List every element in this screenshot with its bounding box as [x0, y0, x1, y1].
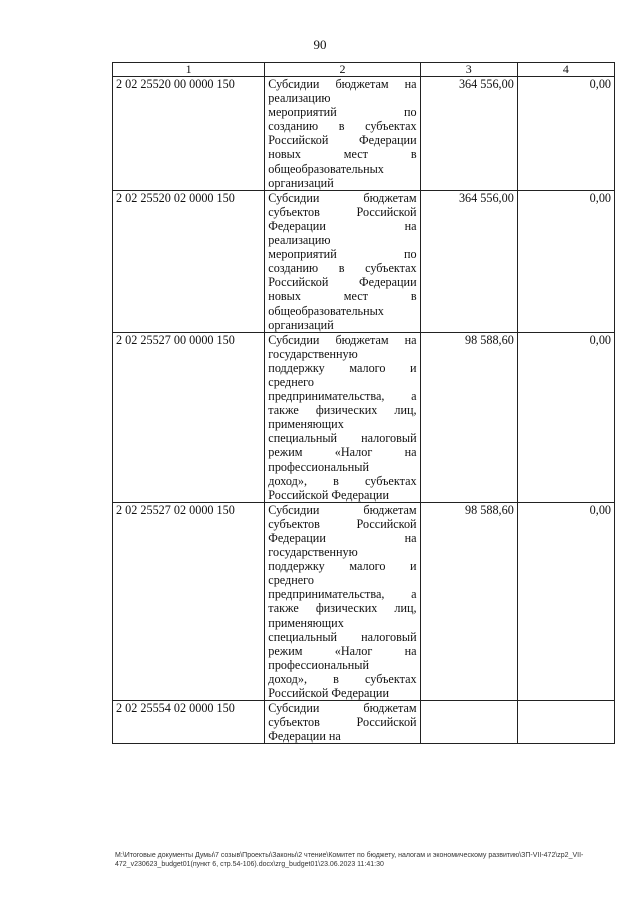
- description-line: режим «Налог на: [268, 643, 417, 658]
- description-line: специальный налоговый: [268, 629, 417, 644]
- description-line: новых мест в: [268, 289, 417, 304]
- description-line: профессиональный: [268, 459, 369, 474]
- budget-code-cell: 2 02 25520 00 0000 150: [113, 77, 265, 191]
- amount-col4-cell: 0,00: [517, 190, 614, 332]
- description-cell: [265, 77, 420, 191]
- description-line: Субсидии бюджетам на: [268, 77, 417, 91]
- description-line: поддержку малого и: [268, 360, 417, 375]
- description-line: государственную: [268, 346, 358, 361]
- page-number: 90: [313, 37, 327, 52]
- amount-col3-cell: 98 588,60: [420, 332, 517, 502]
- description-line: Российской Федерации: [268, 487, 389, 502]
- amount-col3-cell: 364 556,00: [420, 77, 517, 191]
- description-line: Российской Федерации: [268, 275, 417, 290]
- budget-code-cell: 2 02 25554 02 0000 150: [113, 701, 265, 744]
- table-header-row: [113, 63, 615, 77]
- description-line: доход», в субъектах: [268, 671, 417, 686]
- description-line: субъектов Российской: [268, 516, 417, 531]
- description-line: режим «Налог на: [268, 445, 417, 460]
- table-row: [113, 332, 615, 502]
- description-line: Федерации на: [268, 729, 341, 744]
- description-line: созданию в субъектах: [268, 119, 417, 134]
- amount-col4-cell: 0,00: [517, 502, 614, 700]
- description-line: доход», в субъектах: [268, 473, 417, 488]
- description-line: Российской Федерации: [268, 686, 389, 701]
- table-row: [113, 190, 615, 332]
- description-line: Субсидии бюджетам: [268, 701, 417, 716]
- description-line: специальный налоговый: [268, 431, 417, 446]
- column-header-2: 2: [265, 63, 420, 77]
- table-row: [113, 701, 615, 744]
- amount-col4-cell: 0,00: [517, 77, 614, 191]
- description-line: среднего: [268, 374, 314, 389]
- description-line: организаций: [268, 175, 334, 190]
- column-header-1: 1: [113, 63, 265, 77]
- description-line: Субсидии бюджетам на: [268, 332, 417, 347]
- description-line: новых мест в: [268, 147, 417, 162]
- description-line: субъектов Российской: [268, 715, 417, 730]
- description-line: предпринимательства, а: [268, 389, 417, 404]
- column-header-3: 3: [420, 63, 517, 77]
- description-line: предпринимательства, а: [268, 587, 417, 602]
- description-line: также физических лиц,: [268, 403, 417, 418]
- file-path-footer: M:\Итоговые документы Думы\7 созыв\Проекты\Законы\2 чтение\Комитет по бюджету, налогам и экономическому развитию\ЗП-VII-472\zp2_VII-472_v230623_budget01(пункт 6, стр.54-106).docx\zrg_budget01\23.06.2023 11:41:30: [115, 852, 584, 868]
- amount-col4-cell: 0,00: [517, 332, 614, 502]
- description-line: Федерации на: [268, 531, 417, 545]
- description-cell: [265, 190, 420, 332]
- description-line: мероприятий по: [268, 105, 417, 120]
- description-line: применяющих: [268, 417, 344, 432]
- budget-code-cell: 2 02 25520 02 0000 150: [113, 190, 265, 332]
- description-line: также физических лиц,: [268, 601, 417, 616]
- description-cell: [265, 701, 420, 744]
- description-line: созданию в субъектах: [268, 261, 417, 276]
- description-line: среднего: [268, 573, 314, 588]
- description-line: профессиональный: [268, 657, 369, 672]
- description-line: реализацию: [268, 91, 331, 106]
- description-line: субъектов Российской: [268, 204, 417, 219]
- description-line: организаций: [268, 317, 334, 332]
- description-cell: [265, 502, 420, 700]
- description-cell: [265, 332, 420, 502]
- description-line: Субсидии бюджетам: [268, 190, 417, 205]
- budget-table: [112, 62, 615, 744]
- table-row: [113, 77, 615, 191]
- table-row: [113, 502, 615, 700]
- amount-col3-cell: 364 556,00: [420, 190, 517, 332]
- amount-col4-cell: [517, 701, 614, 744]
- amount-col3-cell: 98 588,60: [420, 502, 517, 700]
- description-line: реализацию: [268, 233, 331, 248]
- description-line: общеобразовательных: [268, 161, 384, 176]
- budget-code-cell: 2 02 25527 00 0000 150: [113, 332, 265, 502]
- description-line: поддержку малого и: [268, 559, 417, 574]
- description-line: общеобразовательных: [268, 303, 384, 318]
- description-line: Субсидии бюджетам: [268, 502, 417, 517]
- description-line: применяющих: [268, 615, 344, 630]
- description-line: мероприятий по: [268, 247, 417, 262]
- amount-col3-cell: [420, 701, 517, 744]
- column-header-4: 4: [517, 63, 614, 77]
- description-line: Федерации на: [268, 218, 417, 233]
- budget-code-cell: 2 02 25527 02 0000 150: [113, 502, 265, 700]
- description-line: Российской Федерации: [268, 133, 417, 148]
- description-line: государственную: [268, 545, 358, 560]
- table-body: [113, 77, 615, 744]
